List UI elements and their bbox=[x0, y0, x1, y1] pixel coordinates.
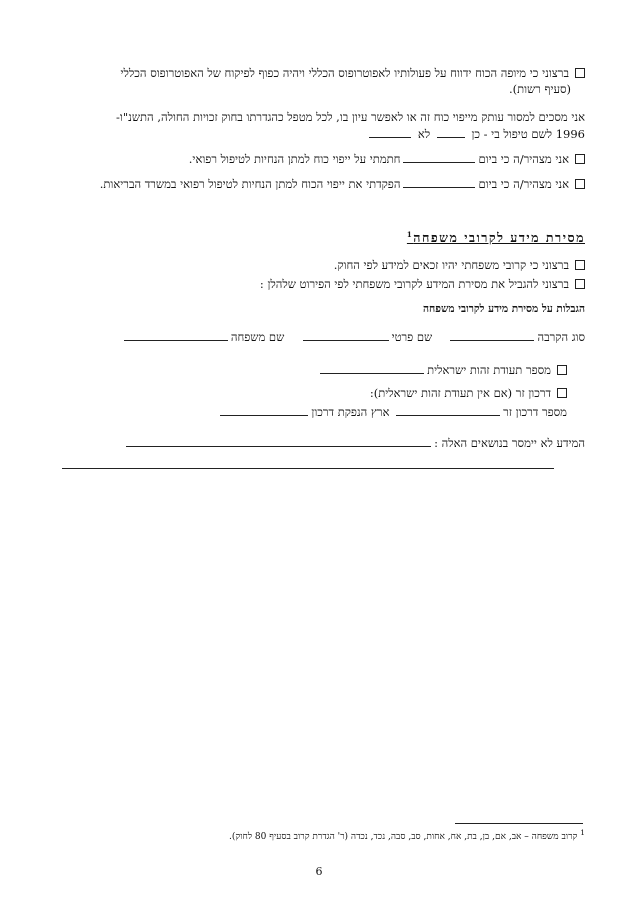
not-disclosed-row bbox=[60, 436, 585, 450]
restrictions-title: הגבלות על מסירת מידע לקרובי משפחה bbox=[423, 303, 585, 315]
declaration-no-blank[interactable] bbox=[369, 128, 411, 138]
declaration-text-1: אני מסכים למסור עותק מייפוי כוח זה או לאפשר עיון בו, לכל מטפל כהגדרתו בחוק זכויות החולה, התשנ"ו- bbox=[116, 110, 585, 124]
declaration-line-2 bbox=[60, 127, 585, 141]
first-name-field[interactable] bbox=[303, 331, 389, 341]
footnote-marker: 1 bbox=[580, 828, 585, 837]
id-number-label: מספר תעודת זהות ישראלית bbox=[427, 363, 551, 377]
consent-report-text: ברצוני כי מיופה הכוח ידווח על פעולותיו לאפוטרופוס הכללי ויהיה כפוף לפיקוח של האפוטרופוס הכללי bbox=[120, 66, 569, 80]
footnote-separator bbox=[455, 823, 583, 824]
deposited-text-b: הפקדתי את ייפוי הכוח למתן הנחיות לטיפול רפואי במשרד הבריאות. bbox=[99, 177, 401, 191]
passport-label: דרכון זר (אם אין תעודת זהות ישראלית): bbox=[369, 386, 551, 400]
family-restrict-text: ברצוני להגביל את מסירת המידע לקרובי משפחתי לפי הפירוט שלהלן : bbox=[259, 277, 569, 291]
last-name-label: שם משפחה bbox=[230, 330, 285, 344]
consent-report-checkbox[interactable] bbox=[575, 68, 585, 78]
relation-field[interactable] bbox=[450, 331, 534, 341]
family-section-title: מסירת מידע לקרובי משפחה bbox=[413, 230, 585, 246]
declaration-year: 1996 bbox=[555, 127, 585, 141]
family-restrict-checkbox[interactable] bbox=[575, 279, 585, 289]
signed-declaration-item bbox=[60, 152, 585, 166]
deposited-text-a: אני מצהיר/ה כי ביום bbox=[478, 177, 569, 191]
first-name-label: שם פרטי bbox=[391, 330, 433, 344]
signed-text-a: אני מצהיר/ה כי ביום bbox=[478, 152, 569, 166]
signed-text-b: חתמתי על ייפוי כוח למתן הנחיות לטיפול רפואי. bbox=[188, 152, 401, 166]
family-section-heading bbox=[60, 228, 585, 245]
passport-country-label: ארץ הנפקת דרכון bbox=[311, 405, 390, 419]
consent-report-item bbox=[60, 66, 585, 80]
relative-details-row bbox=[60, 330, 585, 344]
footnote-text: קרוב משפחה – אב, אם, בן, בת, אח, אחות, סב, סבה, נכד, נכדה (ר' הגדרת קרוב בסעיף 80 לחוק). bbox=[229, 832, 578, 842]
deposited-declaration-item bbox=[60, 177, 585, 191]
declaration-no-text: לא bbox=[417, 127, 431, 141]
id-number-row bbox=[60, 363, 585, 377]
family-option-by-law bbox=[60, 258, 585, 272]
deposited-date-blank[interactable] bbox=[403, 178, 475, 188]
relation-label: סוג הקרבה bbox=[537, 330, 585, 344]
passport-number-field[interactable] bbox=[396, 406, 500, 416]
consent-report-note bbox=[60, 82, 585, 96]
declaration-yes-text: לשם טיפול בי - כן bbox=[471, 127, 553, 141]
passport-country-field[interactable] bbox=[220, 406, 308, 416]
passport-number-label: מספר דרכון זר bbox=[503, 405, 567, 419]
page-number: 6 bbox=[315, 865, 323, 878]
restrictions-heading bbox=[60, 301, 585, 316]
passport-checkbox[interactable] bbox=[557, 388, 567, 398]
id-number-field[interactable] bbox=[320, 364, 424, 374]
family-by-law-checkbox[interactable] bbox=[575, 260, 585, 270]
family-by-law-text: ברצוני כי קרובי משפחתי יהיו זכאים למידע לפי החוק. bbox=[333, 258, 569, 272]
footnote-reference: 1 bbox=[406, 230, 414, 239]
last-name-field[interactable] bbox=[124, 331, 228, 341]
not-disclosed-label: המידע לא יימסר בנושאים האלה : bbox=[434, 436, 585, 450]
id-number-checkbox[interactable] bbox=[557, 365, 567, 375]
passport-row bbox=[60, 386, 585, 400]
not-disclosed-field[interactable] bbox=[126, 437, 431, 447]
consent-report-note-text: (סעיף רשות). bbox=[508, 82, 571, 96]
signed-declaration-checkbox[interactable] bbox=[575, 154, 585, 164]
declaration-yes-blank[interactable] bbox=[437, 128, 465, 138]
passport-details-row bbox=[60, 405, 585, 419]
not-disclosed-field-continued[interactable] bbox=[62, 468, 554, 469]
signed-date-blank[interactable] bbox=[403, 153, 475, 163]
family-option-restrict bbox=[60, 277, 585, 291]
declaration-line-1 bbox=[60, 110, 585, 124]
deposited-declaration-checkbox[interactable] bbox=[575, 179, 585, 189]
footnote bbox=[60, 826, 585, 844]
